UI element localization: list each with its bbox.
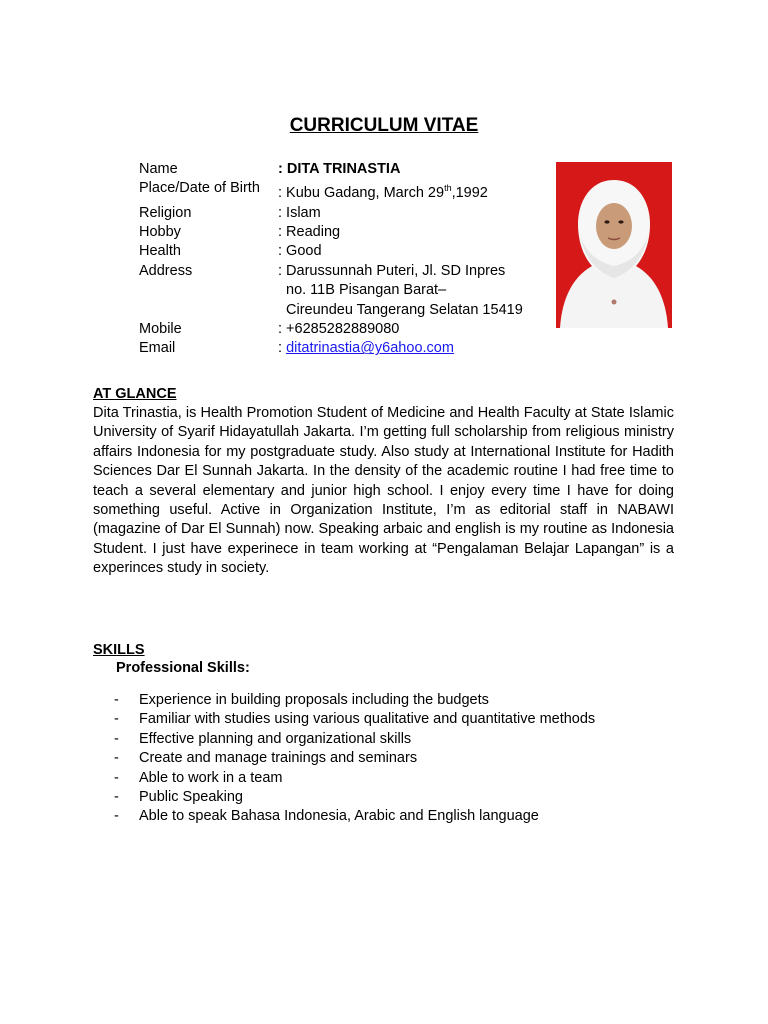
- info-row-hobby: [139, 223, 523, 242]
- info-value-birth: [278, 179, 488, 203]
- bullet-dash: -: [114, 730, 119, 747]
- info-value-address-line2: no. 11B Pisangan Barat–: [286, 282, 447, 299]
- at-glance-paragraph: Dita Trinastia, is Health Promotion Student of Medicine and Health Faculty at State Islamic University of Syarif Hidayatullah Jakarta. I’m getting full scholarship from religious ministry affairs Indonesia for my postgraduate study. Also study at International Institute for Hadith Sciences Dar El Sunnah Jakarta. In the density of the academic routine I had free time to teach a several elementary and junior high school. I enjoy every time I have for doing something useful. Active in Organization Institute, I’m as editorial staff in NABAWI (magazine of Dar El Sunnah) now. Speaking arbaic and english is my routine as Indonesia Student. I just have experinece in team working at “Pengalaman Belajar Lapangan” is a experinces study in society.: [93, 405, 674, 577]
- bullet-dash: -: [114, 769, 119, 786]
- info-label: Religion: [139, 204, 192, 221]
- info-label: Name: [139, 161, 178, 177]
- list-item: [114, 807, 595, 826]
- list-item: [114, 691, 595, 710]
- list-item: [114, 769, 595, 788]
- skill-text: Create and manage trainings and seminars: [139, 750, 418, 767]
- info-label: Mobile: [139, 321, 182, 338]
- bullet-dash: -: [114, 711, 119, 728]
- info-row-birth: [139, 179, 523, 203]
- skill-text: Able to work in a team: [139, 769, 283, 786]
- birth-prefix: : Kubu Gadang, March 29: [278, 185, 445, 202]
- list-item: [114, 749, 595, 768]
- birth-suffix: ,1992: [451, 185, 488, 202]
- info-row-health: [139, 242, 523, 261]
- bullet-dash: -: [114, 750, 119, 767]
- title-text: CURRICULUM VITAE: [289, 115, 479, 136]
- info-row-address-cont: [139, 281, 523, 300]
- list-item: [114, 730, 595, 749]
- info-value-health: : Good: [278, 243, 322, 260]
- info-row-address: [139, 262, 523, 281]
- list-item: [114, 788, 595, 807]
- profile-photo-icon: [556, 162, 672, 328]
- email-link[interactable]: ditatrinastia@y6ahoo.com: [286, 340, 454, 357]
- info-label: Hobby: [139, 224, 181, 241]
- info-label: Email: [139, 340, 176, 357]
- professional-skills-subheading: Professional Skills:: [116, 660, 250, 676]
- bullet-dash: -: [114, 789, 119, 806]
- info-row-address-cont: [139, 301, 523, 320]
- skills-heading: SKILLS: [93, 642, 145, 658]
- info-value-address-line1: : Darussunnah Puteri, Jl. SD Inpres: [278, 262, 506, 279]
- personal-info-table: [139, 160, 523, 359]
- skill-text: Able to speak Bahasa Indonesia, Arabic and English language: [139, 808, 539, 825]
- skill-text: Familiar with studies using various qualitative and quantitative methods: [139, 711, 596, 728]
- info-value-mobile: : +6285282889080: [278, 321, 400, 338]
- list-item: [114, 710, 595, 729]
- info-row-name: [139, 160, 523, 179]
- info-label: [139, 281, 278, 300]
- email-prefix: :: [278, 340, 287, 357]
- document-title: [0, 115, 768, 137]
- at-glance-heading: AT GLANCE: [93, 386, 177, 402]
- bullet-dash: -: [114, 692, 119, 708]
- info-row-email: [139, 339, 523, 358]
- info-row-religion: [139, 204, 523, 223]
- skills-list: [114, 691, 595, 827]
- profile-photo: [556, 162, 672, 328]
- info-value-religion: : Islam: [278, 204, 321, 221]
- info-label: Place/Date of Birth: [139, 180, 260, 197]
- info-value-hobby: : Reading: [278, 224, 341, 241]
- birth-superscript: th: [444, 183, 452, 194]
- info-row-mobile: [139, 320, 523, 339]
- info-value-name: : DITA TRINASTIA: [278, 161, 401, 177]
- info-value-email: [278, 339, 454, 358]
- info-label: Address: [139, 262, 193, 279]
- info-label: Health: [139, 243, 181, 260]
- info-label: [139, 301, 278, 320]
- info-value-address-line3: Cireundeu Tangerang Selatan 15419: [286, 301, 523, 318]
- bullet-dash: -: [114, 808, 119, 825]
- skill-text: Effective planning and organizational skills: [139, 730, 412, 747]
- skill-text: Public Speaking: [139, 789, 243, 806]
- skill-text: Experience in building proposals including the budgets: [139, 692, 489, 708]
